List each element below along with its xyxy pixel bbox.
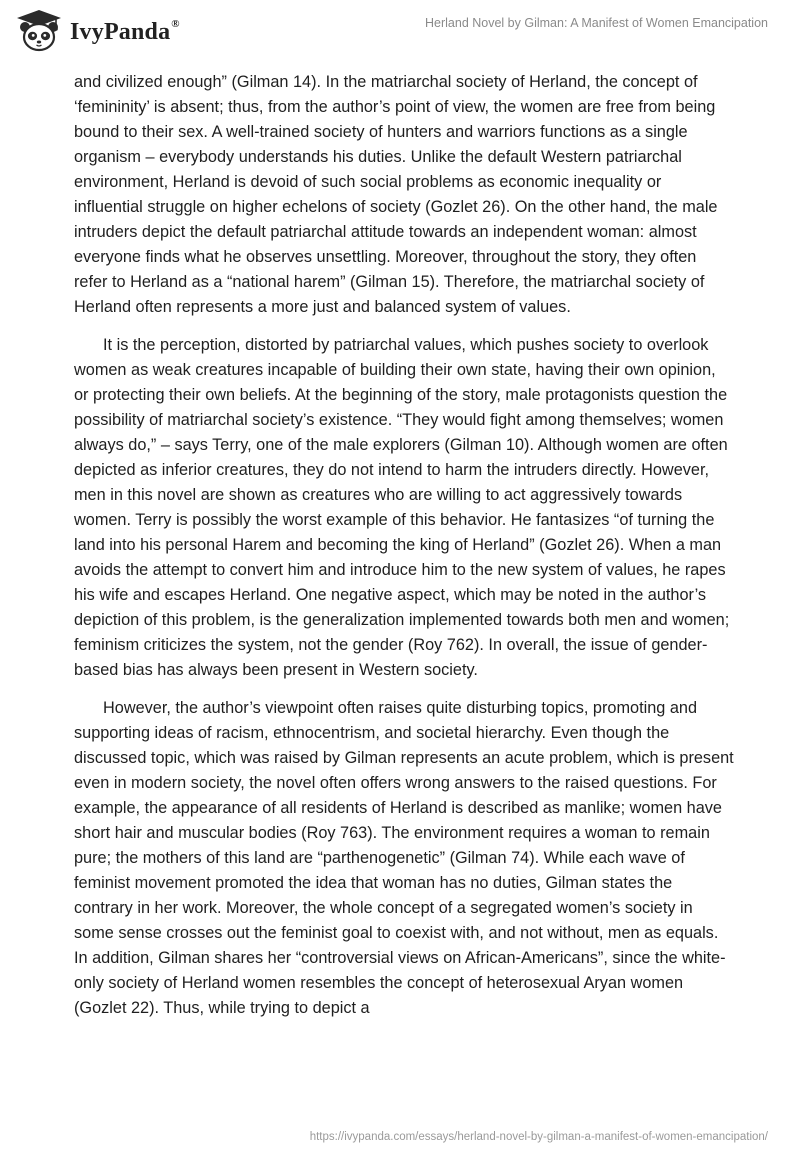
paragraph-3: However, the author’s viewpoint often raises quite disturbing topics, promoting and supporting ideas of racism, ethnocentrism, and societal hierarchy. Even though the discussed topic, which was raised by Gilman represents an acute problem, which is present even in modern society, the novel often offers wrong answers to the raised questions. For example, the appearance of all residents of Herland is described as manlike; women have short hair and muscular bodies (Roy 763). The environment requires a woman to remain pure; the mothers of this land are “parthenogenetic” (Gilman 74). While each wave of feminist movement promoted the idea that woman has no duties, Gilman states the contrary in her work. Moreover, the whole concept of a segregated women’s society in some sense crosses out the feminist goal to coexist with, and not without, men as equals. In addition, Gilman shares her “controversial views on African-Americans”, since the white-only society of Herland women resembles the concept of heterosexual Aryan women (Gozlet 22). Thus, while trying to depict a bbox=[74, 699, 734, 1017]
logo-text: IvyPanda® bbox=[70, 17, 180, 45]
panda-graduate-icon bbox=[14, 8, 64, 54]
paragraph-2: It is the perception, distorted by patriarchal values, which pushes society to overlook women as weak creatures incapable of building their own state, having their own opinion, or protecting their own beliefs. At the beginning of the story, male protagonists question the possibility of matriarchal society’s existence. “They would fight among themselves; women always do,” – says Terry, one of the male explorers (Gilman 10). Although women are often depicted as inferior creatures, they do not intend to harm the intruders directly. However, men in this novel are shown as creatures who are willing to act aggressively towards women. Terry is possibly the worst example of this behavior. He fantasizes “of turning the land into his personal Harem and becoming the king of Herland” (Gozlet 26). When a man avoids the attempt to convert him and introduce him to the new system of values, he rapes his wife and escapes Herland. One negative aspect, which may be noted in the author’s depiction of this problem, is the generalization implemented towards both men and women; feminism criticizes the system, not the gender (Roy 762). In overall, the issue of gender-based bias has always been present in Western society. bbox=[74, 336, 730, 679]
document-title: Herland Novel by Gilman: A Manifest of Women Emancipation bbox=[425, 16, 768, 30]
paragraph-1: and civilized enough” (Gilman 14). In the matriarchal society of Herland, the concept of ‘femininity’ is absent; thus, from the author’s point of view, the women are free from being bound to their sex. A well-trained society of hunters and warriors functions as a single organism – everybody understands his duties. Unlike the default Western patriarchal environment, Herland is devoid of such social problems as economic inequality or influential struggle on higher echelons of society (Gozlet 26). On the other hand, the male intruders depict the default patriarchal attitude towards an independent woman: almost everyone finds what he observes unsettling. Moreover, throughout the story, they often refer to Herland as a “national harem” (Gilman 15). Therefore, the matriarchal society of Herland often represents a more just and balanced system of values. bbox=[74, 73, 718, 316]
essay-body bbox=[74, 70, 734, 1034]
ivypanda-logo[interactable] bbox=[14, 8, 180, 54]
source-url[interactable]: https://ivypanda.com/essays/herland-novel-by-gilman-a-manifest-of-women-emancipation/ bbox=[309, 1131, 768, 1143]
page-header bbox=[0, 0, 800, 62]
